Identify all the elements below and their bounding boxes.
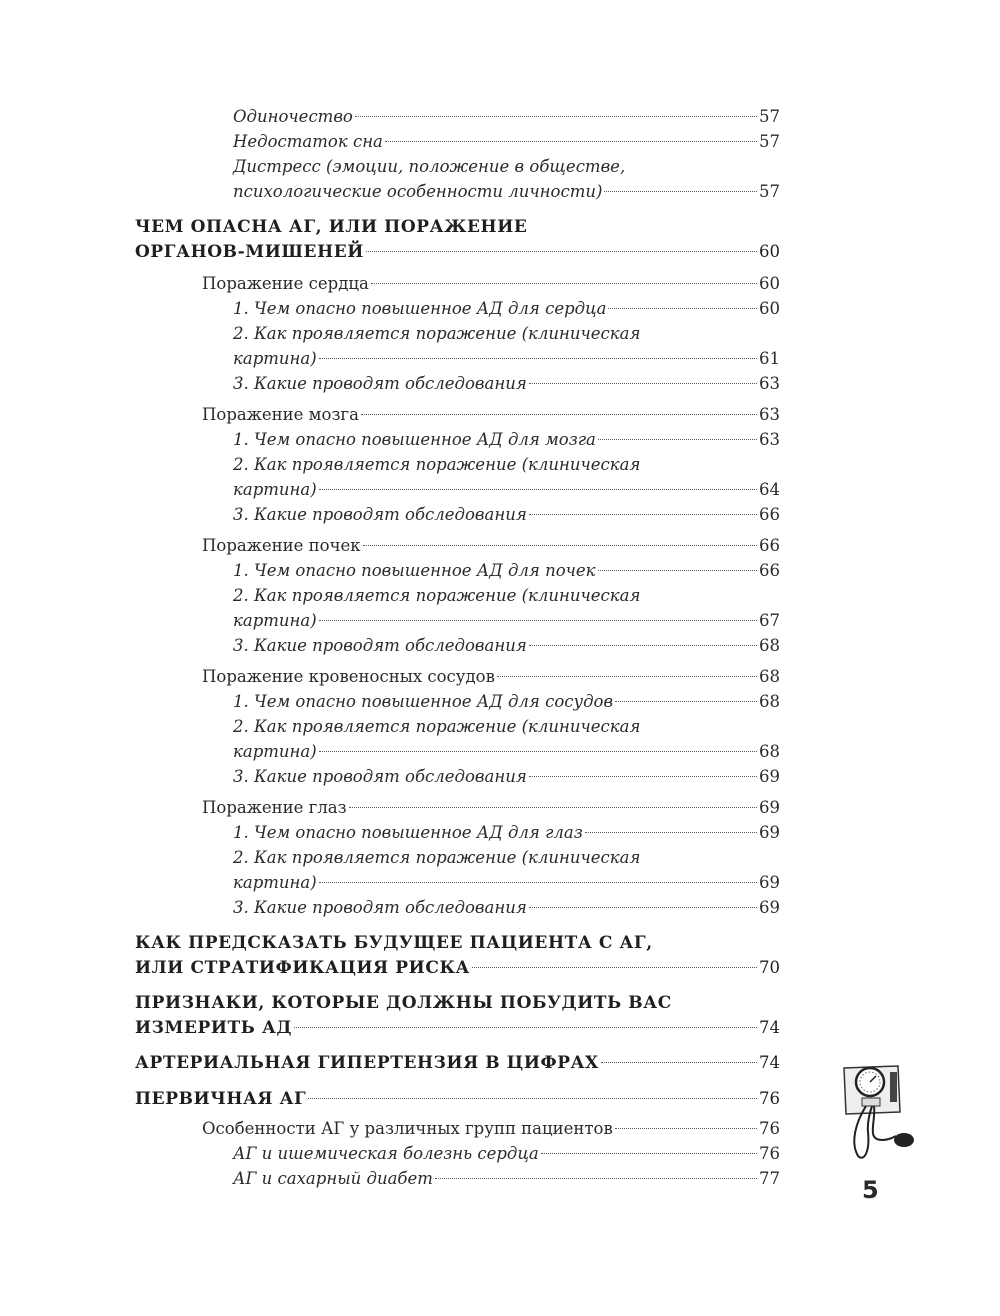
- toc-entry-title: 2. Как проявляется поражение (клиническая: [233, 324, 641, 343]
- toc-page-number: 76: [759, 1088, 780, 1108]
- toc-subsection[interactable]: [0, 371, 1000, 396]
- toc-page-number: 69: [759, 823, 780, 842]
- toc-subsection[interactable]: [0, 895, 1000, 920]
- toc-page-number: 68: [759, 742, 780, 761]
- dot-leader: [435, 1178, 757, 1179]
- dot-leader: [604, 191, 757, 192]
- sphygmomanometer-icon: [836, 1062, 916, 1162]
- dot-leader: [308, 1098, 757, 1099]
- toc-entry-title: картина): [233, 349, 317, 368]
- toc-entry-title: 3. Какие проводят обследования: [233, 767, 527, 786]
- toc-page-number: 63: [759, 374, 780, 393]
- toc-entry-title: Поражение мозга: [202, 405, 359, 424]
- toc-subsection[interactable]: [0, 321, 1000, 371]
- dot-leader: [497, 676, 757, 677]
- dot-leader: [319, 620, 757, 621]
- page-number: 5: [862, 1176, 879, 1204]
- toc-entry-title: 1. Чем опасно повышенное АД для мозга: [233, 430, 596, 449]
- toc-subsection[interactable]: [0, 502, 1000, 527]
- toc-entry-title: 2. Как проявляется поражение (клиническая: [233, 717, 641, 736]
- toc-section[interactable]: [0, 402, 1000, 427]
- toc-subsection[interactable]: [0, 129, 1000, 154]
- toc-entry-title: Поражение глаз: [202, 798, 347, 817]
- toc-page-number: 63: [759, 430, 780, 449]
- toc-entry-title: Поражение сердца: [202, 274, 369, 293]
- toc-entry-title: ИЗМЕРИТЬ АД: [135, 1017, 293, 1038]
- toc-entry-title: ЧЕМ ОПАСНА АГ, ИЛИ ПОРАЖЕНИЕ: [135, 217, 528, 237]
- toc-entry-title: Поражение кровеносных сосудов: [202, 667, 495, 686]
- toc-subsection[interactable]: [0, 296, 1000, 321]
- dot-leader: [366, 251, 757, 252]
- dot-leader: [355, 116, 757, 117]
- toc-page-number: 69: [759, 898, 780, 917]
- dot-leader: [349, 807, 757, 808]
- toc-subsection[interactable]: [0, 689, 1000, 714]
- toc-entry-title: КАК ПРЕДСКАЗАТЬ БУДУЩЕЕ ПАЦИЕНТА С АГ,: [135, 933, 653, 953]
- dot-leader: [529, 907, 757, 908]
- dot-leader: [615, 701, 757, 702]
- toc-page-number: 69: [759, 873, 780, 892]
- toc-page-number: 57: [759, 107, 780, 126]
- toc-subsection[interactable]: [0, 820, 1000, 845]
- toc-page-number: 57: [759, 182, 780, 201]
- toc-page-number: 66: [759, 536, 780, 555]
- dot-leader: [529, 383, 757, 384]
- toc-page-number: 74: [759, 1053, 780, 1072]
- dot-leader: [319, 358, 757, 359]
- dot-leader: [608, 308, 757, 309]
- toc-page-number: 76: [759, 1144, 780, 1163]
- dot-leader: [319, 882, 757, 883]
- toc-page-number: 68: [759, 667, 780, 686]
- dot-leader: [363, 545, 757, 546]
- toc-page-number: 60: [759, 274, 780, 293]
- toc-subsection[interactable]: [0, 714, 1000, 764]
- dot-leader: [529, 776, 757, 777]
- toc-entry-title: Недостаток сна: [233, 132, 383, 151]
- toc-chapter[interactable]: [0, 215, 1000, 264]
- dot-leader: [541, 1153, 757, 1154]
- dot-leader: [615, 1128, 757, 1129]
- dot-leader: [371, 283, 757, 284]
- toc-chapter[interactable]: [0, 931, 1000, 980]
- toc-entry-title: Дистресс (эмоции, положение в обществе,: [233, 157, 626, 176]
- dot-leader: [601, 1062, 757, 1063]
- toc-entry-title: 2. Как проявляется поражение (клиническая: [233, 848, 641, 867]
- toc-entry-title: 3. Какие проводят обследования: [233, 505, 527, 524]
- toc-page-number: 66: [759, 505, 780, 524]
- toc-entry-title: картина): [233, 611, 317, 630]
- toc-entry-title: картина): [233, 873, 317, 892]
- toc-page-number: 68: [759, 636, 780, 655]
- toc-subsection[interactable]: [0, 764, 1000, 789]
- toc-subsection[interactable]: [0, 104, 1000, 129]
- toc-page-number: 69: [759, 798, 780, 817]
- toc-page-number: 68: [759, 692, 780, 711]
- toc-entry-title: АРТЕРИАЛЬНАЯ ГИПЕРТЕНЗИЯ В ЦИФРАХ: [135, 1053, 599, 1073]
- toc-subsection[interactable]: [0, 452, 1000, 502]
- dot-leader: [598, 439, 757, 440]
- toc-page-number: 76: [759, 1119, 780, 1138]
- table-of-contents: [0, 104, 1000, 1191]
- toc-subsection[interactable]: [0, 583, 1000, 633]
- toc-page-number: 63: [759, 405, 780, 424]
- toc-entry-title: Поражение почек: [202, 536, 361, 555]
- toc-section[interactable]: [0, 533, 1000, 558]
- toc-section[interactable]: [0, 664, 1000, 689]
- toc-page-number: 66: [759, 561, 780, 580]
- toc-entry-title: ОРГАНОВ-МИШЕНЕЙ: [135, 241, 364, 262]
- toc-entry-title: ПРИЗНАКИ, КОТОРЫЕ ДОЛЖНЫ ПОБУДИТЬ ВАС: [135, 993, 672, 1013]
- dot-leader: [319, 751, 757, 752]
- dot-leader: [529, 645, 757, 646]
- dot-leader: [529, 514, 757, 515]
- toc-entry-title: 3. Какие проводят обследования: [233, 898, 527, 917]
- toc-entry-title: 1. Чем опасно повышенное АД для почек: [233, 561, 596, 580]
- toc-entry-title: Одиночество: [233, 107, 353, 126]
- toc-subsection[interactable]: [0, 427, 1000, 452]
- toc-section[interactable]: [0, 271, 1000, 296]
- toc-page-number: 74: [759, 1017, 780, 1037]
- dot-leader: [585, 832, 757, 833]
- toc-page-number: 57: [759, 132, 780, 151]
- toc-section[interactable]: [0, 795, 1000, 820]
- toc-subsection[interactable]: [0, 1166, 1000, 1191]
- dot-leader: [361, 414, 757, 415]
- dot-leader: [472, 967, 757, 968]
- toc-entry-title: АГ и ишемическая болезнь сердца: [233, 1144, 539, 1163]
- toc-entry-title: ПЕРВИЧНАЯ АГ: [135, 1088, 307, 1109]
- toc-page-number: 61: [759, 349, 780, 368]
- toc-entry-title: 2. Как проявляется поражение (клиническая: [233, 586, 641, 605]
- toc-subsection[interactable]: [0, 633, 1000, 658]
- toc-subsection[interactable]: [0, 845, 1000, 895]
- toc-entry-title: 1. Чем опасно повышенное АД для глаз: [233, 823, 583, 842]
- dot-leader: [598, 570, 757, 571]
- dot-leader: [319, 489, 757, 490]
- toc-page-number: 70: [759, 957, 780, 977]
- toc-entry-title: 3. Какие проводят обследования: [233, 636, 527, 655]
- toc-page-number: 64: [759, 480, 780, 499]
- dot-leader: [294, 1027, 757, 1028]
- toc-subsection[interactable]: [0, 154, 1000, 204]
- toc-entry-title: картина): [233, 480, 317, 499]
- toc-entry-title: психологические особенности личности): [233, 182, 603, 201]
- toc-entry-title: 1. Чем опасно повышенное АД для сердца: [233, 299, 607, 318]
- toc-page-number: 67: [759, 611, 780, 630]
- toc-entry-title: картина): [233, 742, 317, 761]
- toc-page-number: 77: [759, 1169, 780, 1188]
- toc-subsection[interactable]: [0, 558, 1000, 583]
- toc-entry-title: 2. Как проявляется поражение (клиническая: [233, 455, 641, 474]
- toc-chapter[interactable]: [0, 991, 1000, 1040]
- dot-leader: [385, 141, 757, 142]
- toc-page-number: 60: [759, 241, 780, 261]
- toc-entry-title: ИЛИ СТРАТИФИКАЦИЯ РИСКА: [135, 957, 470, 978]
- toc-entry-title: 3. Какие проводят обследования: [233, 374, 527, 393]
- toc-page-number: 69: [759, 767, 780, 786]
- toc-entry-title: Особенности АГ у различных групп пациентов: [202, 1119, 613, 1138]
- toc-entry-title: АГ и сахарный диабет: [233, 1169, 433, 1188]
- toc-entry-title: 1. Чем опасно повышенное АД для сосудов: [233, 692, 614, 711]
- toc-page-number: 60: [759, 299, 780, 318]
